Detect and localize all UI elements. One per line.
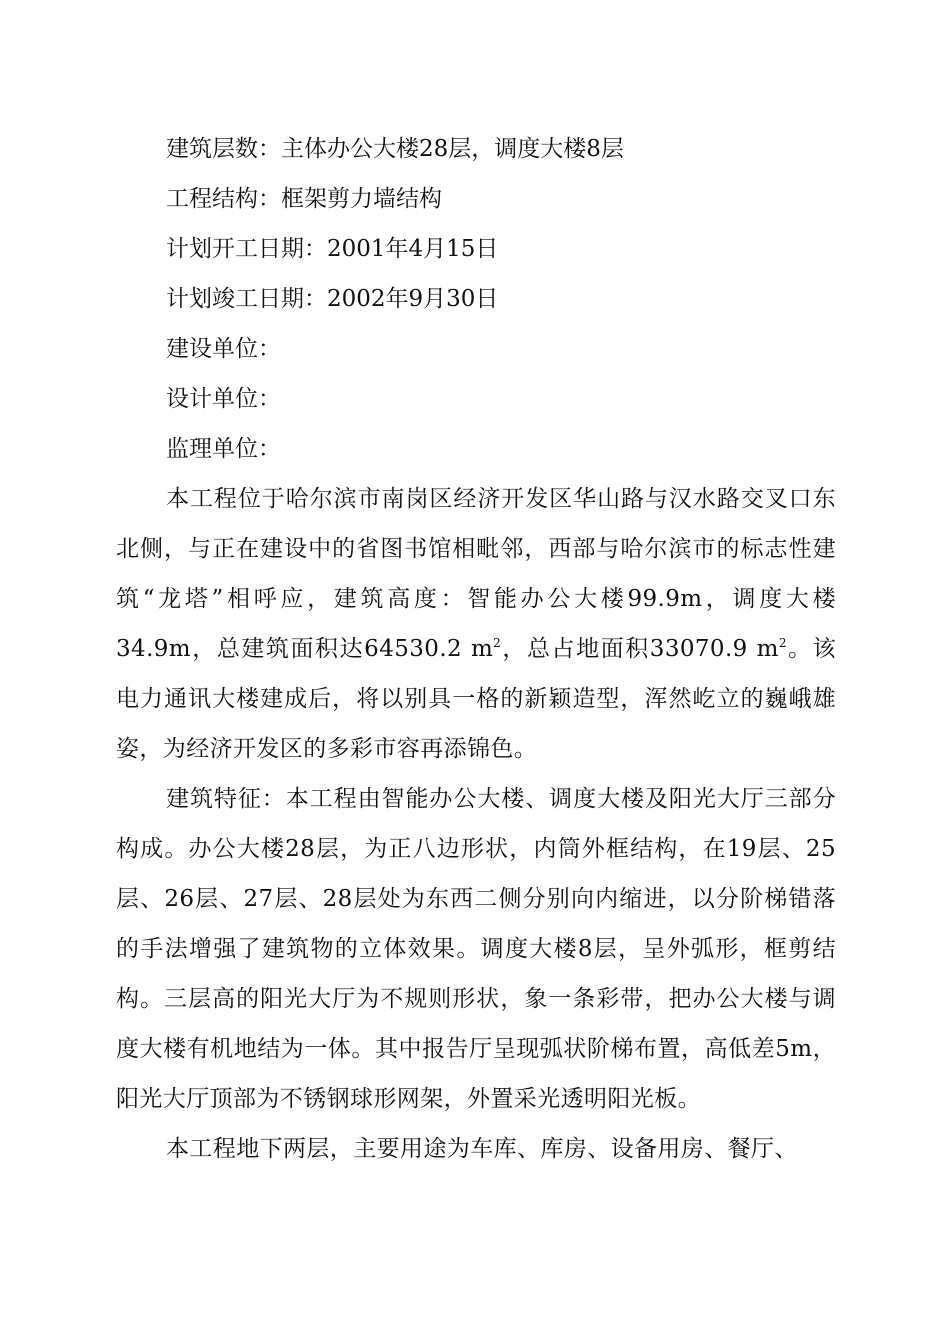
field-supervision-unit xyxy=(116,424,836,474)
field-label: 计划开工日期： xyxy=(166,236,327,262)
field-structure xyxy=(116,174,836,224)
paragraph-text: 。该电力通讯大楼建成后，将以别具一格的新颖造型，浑然屹立的巍峨雄姿，为经济开发区的多彩市容再添锦色。 xyxy=(116,636,836,762)
field-label: 建设单位： xyxy=(166,336,281,362)
superscript: 2 xyxy=(778,636,787,650)
field-planned-completion xyxy=(116,274,836,324)
paragraph-location xyxy=(116,474,836,774)
field-label: 计划竣工日期： xyxy=(166,286,327,312)
field-floors xyxy=(116,124,836,174)
paragraph-text: ，总占地面积33070.9 m xyxy=(501,636,779,662)
paragraph-basement: 本工程地下两层，主要用途为车库、库房、设备用房、餐厅、 xyxy=(166,1136,798,1162)
field-label: 建筑层数： xyxy=(166,136,281,162)
superscript: 2 xyxy=(493,636,502,650)
field-value: 2001年4月15日 xyxy=(327,236,499,262)
paragraph-text: 本工程位于哈尔滨市南岗区经济开发区华山路与汉水路交叉口东北侧，与正在建设中的省图书馆相毗邻，西部与哈尔滨市的标志性建筑“龙塔”相呼应，建筑高度：智能办公大楼99.9m，调度大楼34.9m，总建筑面积达64530.2 m xyxy=(116,486,836,662)
field-construction-unit xyxy=(116,324,836,374)
field-label: 监理单位： xyxy=(166,436,281,462)
field-label: 设计单位： xyxy=(166,386,281,412)
paragraph-features: 建筑特征：本工程由智能办公大楼、调度大楼及阳光大厅三部分构成。办公大楼28层，为正八边形状，内筒外框结构，在19层、25层、26层、27层、28层处为东西二侧分别向内缩进，以分阶梯错落的手法增强了建筑物的立体效果。调度大楼8层，呈外弧形，框剪结构。三层高的阳光大厅为不规则形状，象一条彩带，把办公大楼与调度大楼有机地结为一体。其中报告厅呈现弧状阶梯布置，高低差5m，阳光大厅顶部为不锈钢球形网架，外置采光透明阳光板。 xyxy=(116,786,836,1112)
field-value: 主体办公大楼28层，调度大楼8层 xyxy=(281,136,624,162)
field-label: 工程结构： xyxy=(166,186,281,212)
document-body xyxy=(116,124,836,1174)
field-value: 框架剪力墙结构 xyxy=(281,186,442,212)
field-planned-start xyxy=(116,224,836,274)
field-value: 2002年9月30日 xyxy=(327,286,499,312)
field-design-unit xyxy=(116,374,836,424)
